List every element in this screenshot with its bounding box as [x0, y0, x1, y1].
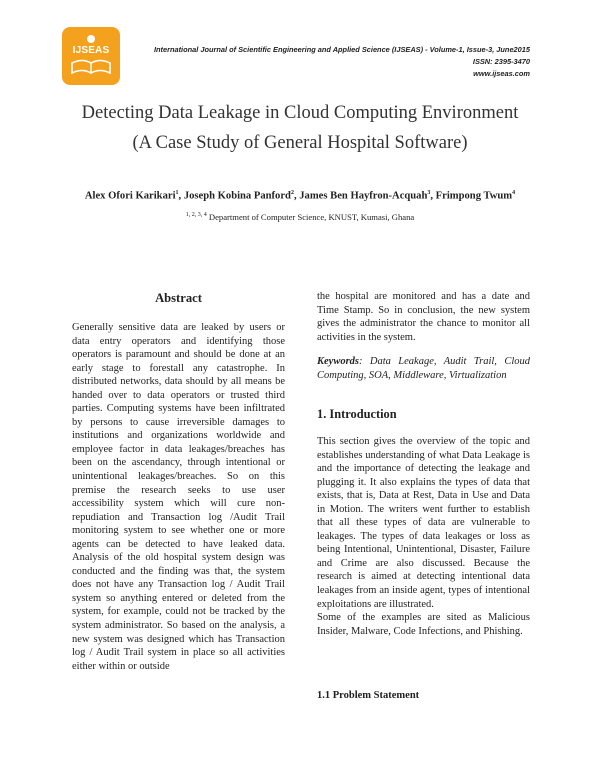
author-name: James Ben Hayfron-Acquah [299, 190, 428, 202]
introduction-para2: Some of the examples are sited as Malicious Insider, Malware, Code Infections, and Phishing. [317, 612, 530, 637]
paper-title-line1: Detecting Data Leakage in Cloud Computing Environment [81, 103, 519, 123]
abstract-text: Generally sensitive data are leaked by users or data entry operators and identifying those operators is paramount and should be done at an early stage to forestall any catastrophe. In distributed networks, data should by all means be handed over to data operators or trusted third parties. Computing systems have been infiltrated by persons to cause irreversible damages to institutions and organizations worldwide and employee factor in data leakages/breaches has been on the ascendancy, through intentional or unintentional leakages/breaches. So on this premise the research seeks to use user accessibility system which will cure non-repudiation and Transaction log /Audit Trail monitoring system to see whether one or more agents can be detected to have leaked data. Analysis of the old hospital system design was conducted and the finding was that, the system does not have any Transaction log / Audit Trail system so anything entered or deleted from the system, for example, could not be tracked by the system administrator. So based on the analysis, a new system was designed which has Transaction log / Audit Trail system in place so all activities either within or outside [72, 322, 285, 672]
keywords-text: : Data Leakage, Audit Trail, Cloud Computing, SOA, Middleware, Virtualization [317, 356, 530, 381]
journal-info [154, 44, 530, 80]
journal-line: International Journal of Scientific Engineering and Applied Science (IJSEAS) - Volume-1, Issue-3, June2015 [153, 45, 530, 54]
problem-statement-heading: 1.1 Problem Statement [317, 690, 420, 701]
affiliation-sup: 1, 2, 3, 4 [185, 212, 207, 219]
abstract-heading: Abstract [155, 291, 202, 305]
right-column-top [317, 290, 530, 382]
affiliation [0, 212, 600, 222]
keywords [317, 355, 530, 382]
author-name: Alex Ofori Karikari [84, 190, 176, 202]
author-sup: 1 [175, 190, 179, 196]
author-sep: , [293, 190, 300, 202]
author-list [0, 190, 600, 202]
affiliation-text: Department of Computer Science, KNUST, Kumasi, Ghana [206, 212, 415, 222]
introduction-body [317, 435, 530, 638]
keywords-label: Keywords [317, 356, 359, 368]
abstract-continuation: the hospital are monitored and has a date and Time Stamp. So in conclusion, the new system gives the administrator the chance to monitor all activities in the system. [317, 291, 530, 343]
paper-title-line2: (A Case Study of General Hospital Software) [132, 133, 468, 153]
book-icon [62, 27, 120, 85]
author-sep: , [430, 190, 436, 202]
author-sep: , [178, 190, 184, 202]
author-name: Joseph Kobina Panford [183, 190, 291, 202]
introduction-heading: 1. Introduction [317, 407, 397, 421]
journal-logo [62, 27, 120, 85]
abstract-body [72, 321, 285, 673]
website: www.ijseas.com [473, 69, 530, 78]
logo-text: IJSEAS [72, 45, 110, 56]
author-sup: 2 [290, 190, 294, 196]
author-sup: 3 [427, 190, 431, 196]
introduction-para1: This section gives the overview of the topic and establishes understanding of what Data Leakage is and the importance of detecting the leakage and plugging it. It also explains the types of data that exists, that is, Data at Rest, Data in Use and Data in Motion. The writers went further to establish that all these types of data are vulnerable to leakages. The types of data leakages or loss as being Intentional, Unintentional, Disaster, Failure and Crime are also discussed. Because the research is aimed at detecting intentional data leakages from an inside agent, types of intentional exploitations are illustrated. [317, 436, 530, 610]
author-sup: 4 [512, 190, 516, 196]
issn: ISSN: 2395-3470 [472, 57, 530, 66]
author-name: Frimpong Twum [435, 190, 513, 202]
